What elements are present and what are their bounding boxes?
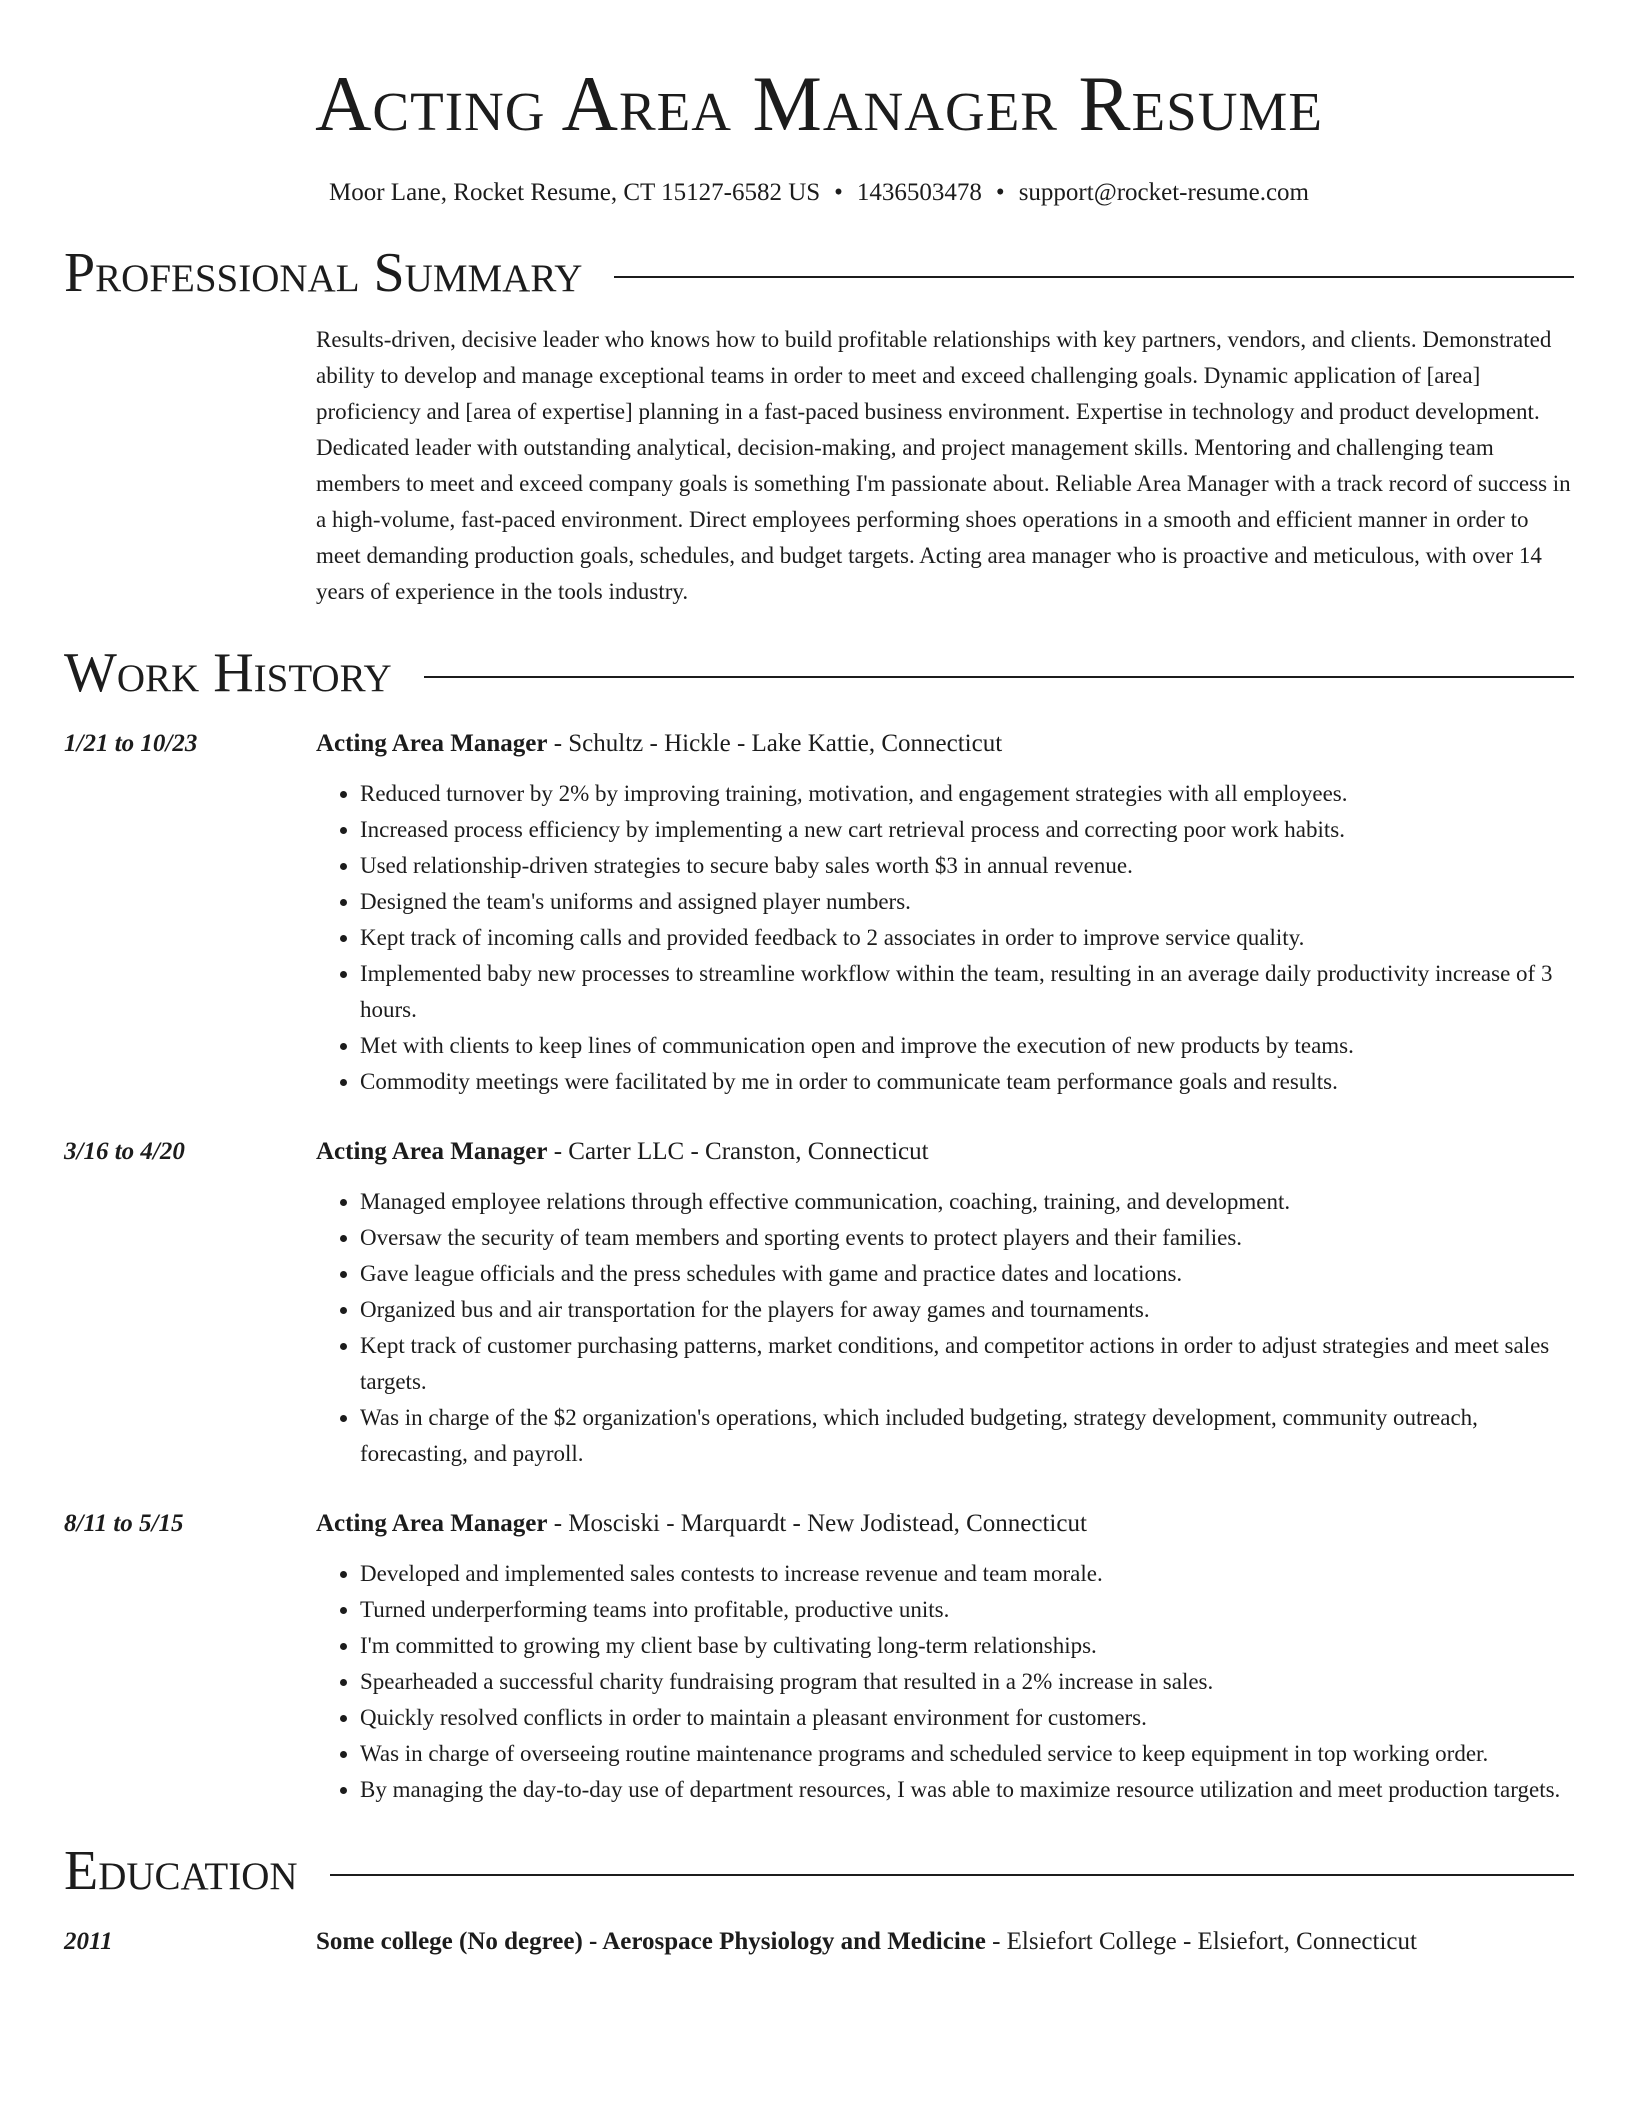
summary-text: Results-driven, decisive leader who knows how to build profitable relationships with key partners, vendors, and clients. Demonstrated ability to develop and manage exceptional teams in order to meet and exceed challenging goals. Dynamic application of [area] proficiency and [area of expertise] planning in a fast-paced business environment. Expertise in technology and product development. Dedicated leader with outstanding analytical, decision-making, and project management skills. Mentoring and challenging team members to meet and exceed company goals is something I'm passionate about. Reliable Area Manager with a track record of success in a high-volume, fast-paced environment. Direct employees performing shoes operations in a smooth and efficient manner in order to meet demanding production goals, schedules, and budget targets. Acting area manager who is proactive and meticulous, with over 14 years of experience in the tools industry. (316, 327, 1571, 604)
education-degree: Some college (No degree) - Aerospace Physiology and Medicine (316, 1928, 986, 1955)
job-dates: 1/21 to 10/23 (64, 730, 198, 757)
summary-heading: Professional Summary (64, 242, 583, 304)
job-entry (64, 726, 1574, 1100)
work-history-list (64, 726, 1574, 1808)
job-body (316, 1506, 1574, 1808)
resume-page (64, 0, 1574, 1960)
job-role: Acting Area Manager (316, 730, 548, 757)
job-bullet-list (316, 776, 1574, 1100)
job-dates: 8/11 to 5/15 (64, 1510, 184, 1537)
job-entry (64, 1506, 1574, 1808)
work-heading: Work History (64, 642, 392, 704)
job-employer-location: - Mosciski - Marquardt - New Jodistead, Connecticut (547, 1510, 1087, 1537)
section-divider (330, 1874, 1574, 1876)
contact-address: Moor Lane, Rocket Resume, CT 15127-6582 US (329, 179, 821, 206)
education-section-header (64, 1836, 1574, 1906)
job-bullet: • Designed the team's uniforms and assigned player numbers. (360, 884, 1574, 920)
job-bullet: • Kept track of incoming calls and provided feedback to 2 associates in order to improve service quality. (360, 920, 1574, 956)
job-bullet: • Was in charge of overseeing routine maintenance programs and scheduled service to keep equipment in top working order. (360, 1736, 1574, 1772)
job-bullet: • Commodity meetings were facilitated by me in order to communicate team performance goals and results. (360, 1064, 1574, 1100)
job-body (316, 726, 1574, 1100)
resume-title: Acting Area Manager Resume (315, 60, 1323, 147)
job-bullet: • Turned underperforming teams into profitable, productive units. (360, 1592, 1574, 1628)
job-headline (316, 1506, 1574, 1542)
job-bullet-list (316, 1556, 1574, 1808)
job-bullet: • By managing the day-to-day use of department resources, I was able to maximize resource utilization and meet production targets. (360, 1772, 1574, 1808)
education-school-location: - Elsiefort College - Elsiefort, Connecticut (985, 1928, 1417, 1955)
job-bullet: • Organized bus and air transportation for the players for away games and tournaments. (360, 1292, 1574, 1328)
job-bullet: • Managed employee relations through effective communication, coaching, training, and development. (360, 1184, 1574, 1220)
section-divider (614, 276, 1574, 278)
job-bullet: • Spearheaded a successful charity fundraising program that resulted in a 2% increase in sales. (360, 1664, 1574, 1700)
job-role: Acting Area Manager (316, 1510, 548, 1537)
contact-separator: • (995, 179, 1005, 206)
job-bullet-list (316, 1184, 1574, 1472)
job-employer-location: - Schultz - Hickle - Lake Kattie, Connecticut (547, 730, 1003, 757)
job-bullet: • Developed and implemented sales contests to increase revenue and team morale. (360, 1556, 1574, 1592)
summary-section-header (64, 238, 1574, 308)
education-year: 2011 (64, 1928, 113, 1955)
job-bullet: • Kept track of customer purchasing patterns, market conditions, and competitor actions in order to adjust strategies and meet sales targets. (360, 1328, 1574, 1400)
contact-phone: 1436503478 (856, 179, 982, 206)
contact-separator: • (834, 179, 843, 206)
contact-line (64, 176, 1574, 210)
work-section-header (64, 638, 1574, 708)
section-divider (424, 676, 1574, 678)
job-entry (64, 1134, 1574, 1472)
job-bullet: • Reduced turnover by 2% by improving training, motivation, and engagement strategies with all employees. (360, 776, 1574, 812)
job-body (316, 1134, 1574, 1472)
job-bullet: • Quickly resolved conflicts in order to maintain a pleasant environment for customers. (360, 1700, 1574, 1736)
education-list (64, 1924, 1574, 1960)
job-bullet: • Oversaw the security of team members and sporting events to protect players and their families. (360, 1220, 1574, 1256)
job-dates: 3/16 to 4/20 (64, 1138, 185, 1165)
job-bullet: • I'm committed to growing my client base by cultivating long-term relationships. (360, 1628, 1574, 1664)
job-bullet: • Increased process efficiency by implementing a new cart retrieval process and correcting poor work habits. (360, 812, 1574, 848)
job-role: Acting Area Manager (316, 1138, 548, 1165)
job-bullet: • Implemented baby new processes to streamline workflow within the team, resulting in an average daily productivity increase of 3 hours. (360, 956, 1574, 1028)
contact-email[interactable]: support@rocket-resume.com (1018, 179, 1309, 206)
job-bullet: • Was in charge of the $2 organization's operations, which included budgeting, strategy development, community outreach, forecasting, and payroll. (360, 1400, 1574, 1472)
job-headline (316, 726, 1574, 762)
job-headline (316, 1134, 1574, 1170)
job-bullet: • Met with clients to keep lines of communication open and improve the execution of new products by teams. (360, 1028, 1574, 1064)
job-bullet: • Gave league officials and the press schedules with game and practice dates and locations. (360, 1256, 1574, 1292)
education-body (316, 1924, 1417, 1960)
job-bullet: • Used relationship-driven strategies to secure baby sales worth $3 in annual revenue. (360, 848, 1574, 884)
job-employer-location: - Carter LLC - Cranston, Connecticut (547, 1138, 929, 1165)
education-heading: Education (64, 1840, 298, 1902)
education-entry (64, 1924, 1574, 1960)
